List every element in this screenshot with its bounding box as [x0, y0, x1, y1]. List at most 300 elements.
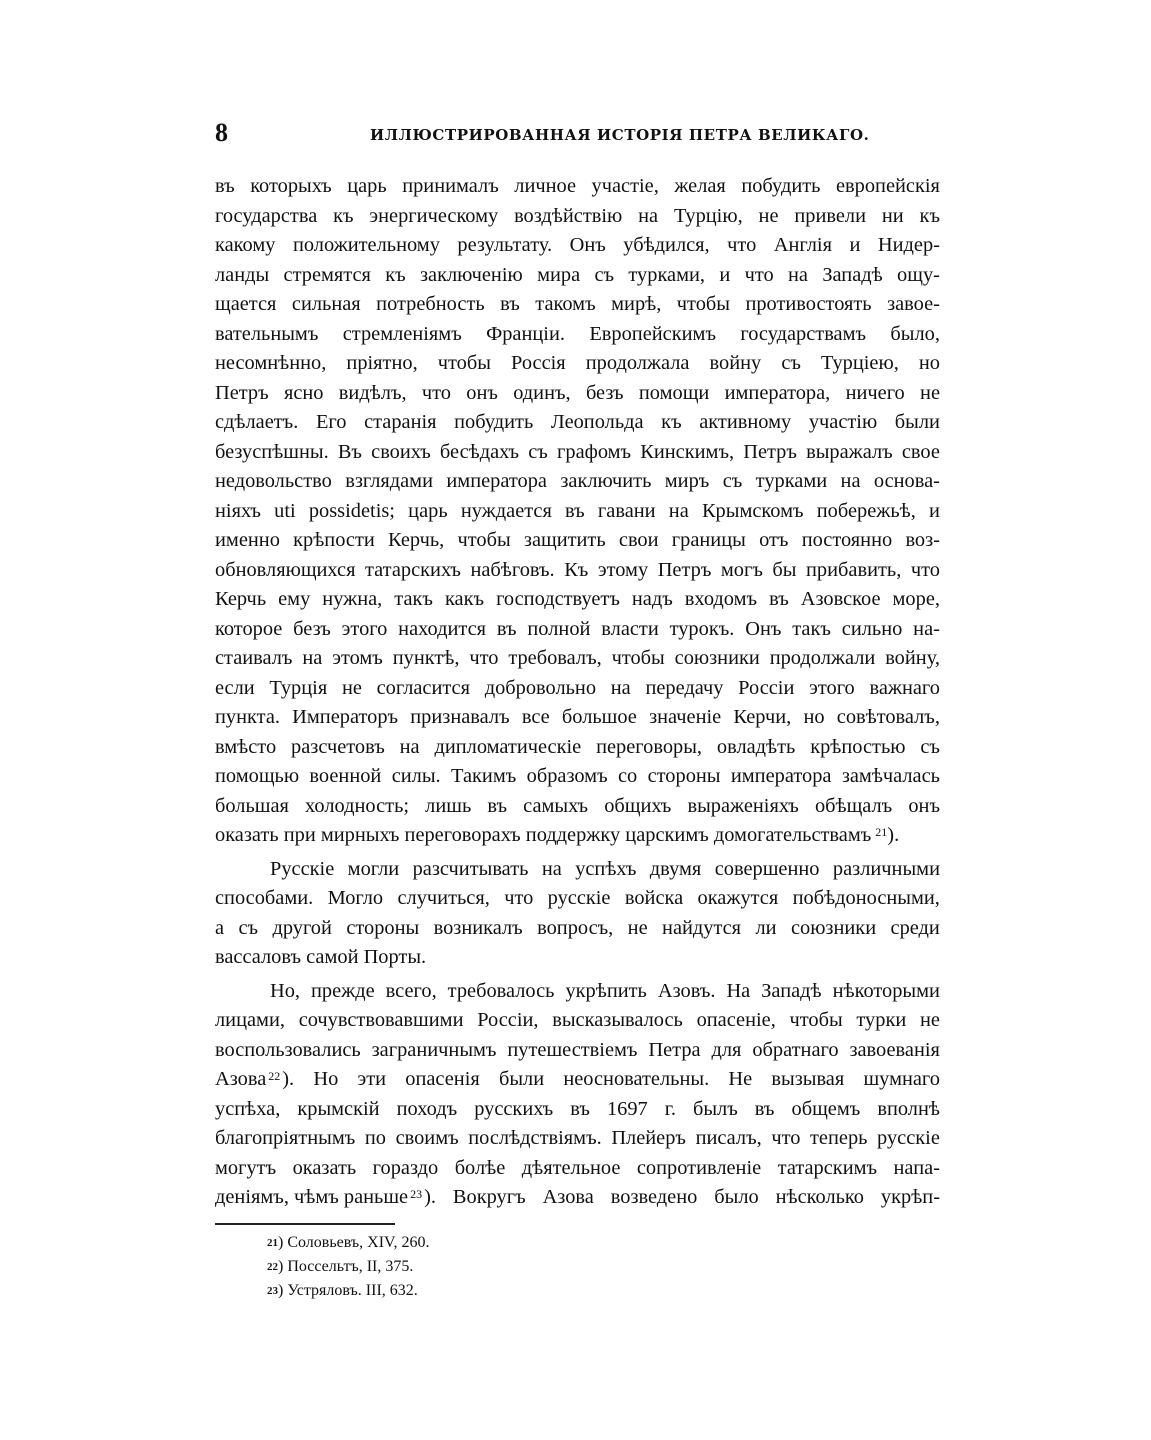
- azov-word: Азова: [215, 1068, 267, 1090]
- word: вательнымъ: [215, 322, 319, 345]
- word: Его: [315, 411, 347, 433]
- word: чтобы: [457, 529, 511, 551]
- word: на: [610, 676, 631, 699]
- word: и: [929, 499, 940, 522]
- word: Императоръ: [292, 706, 399, 728]
- word: защитить: [523, 529, 606, 551]
- word: которое: [215, 617, 283, 640]
- text-line: [215, 556, 940, 586]
- text-line: [215, 379, 940, 409]
- word: власти: [601, 617, 659, 640]
- word: пріятно,: [346, 352, 418, 374]
- word: помощи: [638, 381, 710, 404]
- word: всего,: [385, 979, 437, 1002]
- word: Петръ: [215, 381, 269, 404]
- word: ни: [881, 204, 904, 227]
- word: опасеніе,: [696, 1009, 776, 1031]
- word: Нидер-: [877, 234, 940, 256]
- word: силы.: [391, 765, 441, 787]
- text-line: [215, 585, 940, 615]
- word: возникалъ: [433, 916, 523, 939]
- word: Англія: [773, 234, 832, 256]
- word: что: [469, 647, 499, 669]
- text-line: [215, 467, 940, 497]
- word: что: [771, 1127, 801, 1149]
- word: русскіе: [547, 887, 611, 909]
- word: согласится: [376, 676, 470, 699]
- word: передачу: [645, 676, 724, 699]
- word: къ: [333, 204, 354, 227]
- word: видѣлъ,: [338, 381, 407, 404]
- text-line: [215, 320, 940, 350]
- word: переговоры,: [596, 735, 703, 758]
- paragraph-3: [215, 977, 940, 1213]
- word: несомнѣнно,: [215, 352, 327, 374]
- text-line: [215, 438, 940, 468]
- word: требовалъ,: [508, 647, 602, 669]
- book-page: [215, 110, 940, 1303]
- word: въ: [500, 293, 520, 315]
- word: графомъ: [557, 440, 632, 463]
- word: ощу-: [897, 263, 940, 286]
- word: На: [726, 979, 751, 1002]
- word: съ: [722, 470, 743, 492]
- running-head: [215, 110, 940, 150]
- word: выражалъ: [806, 440, 893, 463]
- word: какъ: [444, 588, 485, 610]
- word: на: [302, 647, 323, 669]
- word: Онъ: [745, 617, 782, 640]
- word: большое: [561, 706, 637, 728]
- word: Западѣ: [822, 263, 883, 286]
- word: Керчь,: [388, 529, 445, 551]
- word: въ: [570, 1097, 590, 1120]
- text-line: [215, 703, 940, 733]
- word: чтобы: [437, 352, 491, 374]
- word: такъ: [792, 617, 831, 640]
- text-line: [215, 202, 940, 232]
- text-line: [215, 615, 940, 645]
- footnotes: [215, 1231, 940, 1303]
- word: общемъ: [791, 1097, 861, 1120]
- word: обновляющихся: [215, 558, 356, 581]
- word: этого: [809, 676, 855, 699]
- text-line: [215, 1036, 940, 1066]
- word: Онъ: [569, 234, 606, 256]
- word: положительному: [292, 234, 440, 256]
- word: послѣдствіямъ.: [468, 1127, 602, 1149]
- word: если: [215, 676, 255, 699]
- word: недовольство: [215, 470, 332, 492]
- word: что: [744, 263, 774, 286]
- word: стороны: [346, 916, 420, 939]
- word: Азовъ.: [657, 979, 716, 1002]
- text-line: [215, 977, 940, 1007]
- word: замѣчалась: [841, 765, 940, 787]
- word: что: [727, 234, 757, 256]
- word: находится: [398, 617, 487, 640]
- word: на: [541, 857, 562, 880]
- word: на: [668, 499, 689, 522]
- footnote-ref-number[interactable]: 22: [268, 1069, 281, 1083]
- word: заключить: [560, 470, 652, 492]
- word: двумя: [649, 857, 702, 880]
- word: а: [215, 916, 225, 939]
- word: заграничнымъ: [371, 1038, 497, 1061]
- word: не: [627, 916, 648, 939]
- text-line: [215, 261, 940, 291]
- word: противостоять: [745, 293, 872, 315]
- word: дипломатическіе: [434, 735, 582, 758]
- word: татарскихъ: [365, 558, 461, 581]
- word: ничего: [845, 381, 905, 404]
- word: турками,: [628, 263, 706, 286]
- word: къ: [385, 263, 406, 286]
- word: воздѣйствію: [514, 204, 623, 227]
- word: значеніе: [649, 706, 722, 728]
- paragraph-2: [215, 855, 940, 973]
- word: своимъ: [395, 1127, 459, 1149]
- word: заключенію: [419, 263, 523, 286]
- word: въ: [496, 617, 517, 640]
- word: пункта.: [215, 706, 280, 728]
- word: щается: [215, 293, 277, 315]
- word: побудить: [454, 411, 534, 433]
- word: Но,: [270, 979, 301, 1002]
- word: сочувствовавшими: [298, 1009, 464, 1031]
- text-line: [215, 821, 940, 851]
- footnote-text: ) Соловьевъ, XIV, 260.: [278, 1233, 430, 1251]
- word: чтобы: [611, 647, 665, 669]
- word: образомъ: [526, 765, 608, 787]
- word: не: [919, 1009, 940, 1031]
- word: вопросъ,: [537, 916, 614, 939]
- word: могъ: [720, 558, 763, 581]
- word: къ: [919, 204, 940, 227]
- word: свои: [618, 529, 659, 551]
- word: Такимъ: [451, 765, 517, 787]
- word: обратнаго: [752, 1038, 839, 1061]
- word: обѣщалъ: [814, 794, 893, 817]
- word: государства: [215, 204, 318, 227]
- word: овладѣть: [716, 735, 796, 758]
- word: этого: [341, 617, 388, 640]
- word: но: [918, 352, 940, 374]
- footnote-mark: 23: [267, 1284, 278, 1297]
- word: государствамъ: [740, 322, 867, 345]
- word: нѣкоторыми: [832, 979, 940, 1002]
- word: другой: [272, 916, 332, 939]
- footnote-divider: [215, 1223, 395, 1225]
- word: своихъ: [371, 440, 431, 463]
- text-line: [215, 644, 940, 674]
- word: Петра: [648, 1038, 701, 1061]
- word: Турцію,: [673, 204, 743, 227]
- word: войска: [624, 887, 684, 909]
- word: дѣятельное: [521, 1156, 621, 1179]
- word: совершенно: [714, 857, 820, 880]
- word: uti: [274, 499, 296, 522]
- word: что: [504, 887, 534, 909]
- word: благопріятнымъ: [215, 1127, 356, 1149]
- word: путешествіемъ: [507, 1038, 638, 1061]
- word: и: [719, 263, 731, 286]
- word: онъ: [466, 381, 498, 404]
- word: ніяхъ: [215, 499, 261, 522]
- word: войну: [709, 352, 762, 374]
- word: требовалось: [447, 979, 555, 1002]
- word: царь: [408, 499, 448, 522]
- text-line: [215, 1124, 940, 1154]
- word: европейскія: [835, 175, 940, 197]
- word: разсчетовъ: [291, 735, 385, 758]
- word: старанія: [364, 411, 437, 433]
- word: оказать: [292, 1156, 357, 1179]
- footnote-mark: 22: [267, 1260, 278, 1273]
- line-text: [215, 1183, 422, 1213]
- word: воз-: [905, 529, 940, 551]
- word: такомъ: [535, 293, 596, 315]
- page-number: 8: [215, 118, 228, 147]
- word: на: [638, 204, 659, 227]
- line-text: вассаловъ самой Порты.: [215, 946, 427, 968]
- word: въ: [565, 499, 585, 522]
- word: г.: [664, 1097, 676, 1120]
- word: активному: [699, 411, 792, 433]
- word: вполнѣ: [877, 1097, 940, 1120]
- word: что: [421, 381, 451, 404]
- word: бы: [772, 558, 797, 581]
- text-line: [215, 526, 940, 556]
- word: море,: [892, 588, 940, 610]
- word: на: [840, 470, 861, 492]
- word: нуждается: [460, 499, 552, 522]
- word: могутъ: [215, 1156, 277, 1179]
- word: нужна,: [322, 588, 383, 610]
- word: взглядами: [345, 470, 433, 492]
- word: важнаго: [869, 676, 940, 699]
- word: онъ: [908, 794, 940, 817]
- word: найдутся: [662, 916, 742, 939]
- footnote-text: ) Устряловъ. III, 632.: [278, 1281, 418, 1299]
- word: военной: [309, 765, 382, 787]
- word: съ: [920, 735, 940, 758]
- footnote-ref-number[interactable]: 21: [875, 825, 888, 839]
- word: успѣхъ: [575, 857, 637, 880]
- word: не: [920, 381, 940, 404]
- text-line: [215, 172, 940, 202]
- word: укрѣпить: [565, 979, 647, 1002]
- body-text: [215, 172, 940, 1213]
- word: принималъ: [402, 175, 499, 197]
- word: на: [788, 263, 808, 286]
- word: крымскій: [297, 1097, 380, 1120]
- word: турки: [856, 1009, 907, 1031]
- word: завоеванія: [849, 1038, 940, 1061]
- word: участіе,: [591, 175, 659, 197]
- word: татарскимъ: [777, 1156, 878, 1179]
- word: личное: [514, 175, 577, 197]
- word: входомъ: [684, 588, 758, 610]
- word: Къ: [564, 558, 589, 581]
- word: ясно: [283, 381, 324, 404]
- word: Петръ: [743, 440, 797, 463]
- word: чтобы: [676, 293, 730, 315]
- word: союзники: [674, 647, 760, 669]
- word: свое: [901, 440, 940, 463]
- word: холодность;: [305, 794, 410, 817]
- word: этому: [597, 558, 649, 581]
- word: сопротивленіе: [636, 1156, 762, 1179]
- word: императора,: [724, 381, 831, 404]
- text-line: [215, 884, 940, 914]
- word: побудить: [741, 175, 821, 197]
- word: теперь: [810, 1127, 868, 1149]
- word: именно: [215, 529, 280, 551]
- word: совѣтовалъ,: [836, 706, 940, 728]
- text-line: [215, 855, 940, 885]
- running-title: ИЛЛЮСТРИРОВАННАЯ ИСТОРІЯ ПЕТРА ВЕЛИКАГО.: [370, 126, 870, 144]
- word: въ: [769, 588, 789, 610]
- word: основа-: [873, 470, 940, 492]
- word: прежде: [311, 979, 375, 1002]
- word: со: [618, 765, 638, 787]
- word: походъ: [396, 1097, 458, 1120]
- word: сильно: [841, 617, 903, 640]
- word: стремленіямъ: [342, 322, 462, 345]
- word: признавалъ: [410, 706, 510, 728]
- word: 1697: [606, 1097, 648, 1120]
- word: надъ: [631, 588, 673, 610]
- word: было,: [890, 322, 940, 345]
- text-line: [215, 1006, 940, 1036]
- word: гавани: [597, 499, 656, 522]
- word: этомъ: [332, 647, 383, 669]
- word: русскихъ: [474, 1097, 554, 1120]
- footnote-item: [267, 1279, 940, 1303]
- word: въ: [215, 175, 235, 197]
- word: къ: [661, 411, 682, 433]
- line-text: ). Но эти опасенія были неосновательны. Не вызывая шумнаго: [282, 1068, 940, 1090]
- word: съ: [594, 263, 615, 286]
- word: Западѣ: [761, 979, 822, 1002]
- word: мира: [537, 263, 581, 286]
- line-text: оказать при мирныхъ переговорахъ поддержку царскимъ домогательствамъ: [215, 824, 872, 846]
- word: продолжала: [585, 352, 690, 374]
- text-line: [215, 792, 940, 822]
- word: въ: [754, 1097, 775, 1120]
- word: Кинскимъ,: [640, 440, 735, 463]
- word: разсчитывать: [412, 857, 529, 880]
- text-line: [215, 1154, 940, 1184]
- word: сильная: [291, 293, 361, 315]
- word: Европейскимъ: [589, 322, 716, 345]
- text-line: [215, 943, 940, 973]
- word: въ: [487, 794, 508, 817]
- word: Франціи.: [486, 322, 565, 345]
- footnote-text: ) Поссельтъ, II, 375.: [278, 1257, 414, 1275]
- word: Керчи,: [733, 706, 792, 728]
- paragraph-1: [215, 172, 940, 851]
- word: войну,: [885, 647, 940, 669]
- word: общихъ: [604, 794, 672, 817]
- word: привели: [794, 204, 867, 227]
- word: случиться,: [397, 887, 490, 909]
- word: пунктѣ,: [392, 647, 460, 669]
- word: но: [803, 706, 825, 728]
- word: и: [849, 234, 861, 256]
- word: окажутся: [697, 887, 779, 909]
- word: Турція: [269, 676, 328, 699]
- word: мирѣ,: [611, 293, 662, 315]
- word: границы: [671, 529, 746, 551]
- word: которыхъ: [250, 175, 332, 197]
- footnote-mark: 21: [267, 1236, 278, 1249]
- word: могли: [347, 857, 400, 880]
- word: большая: [215, 794, 289, 817]
- word: господствуетъ: [496, 588, 620, 610]
- word: выраженіяхъ: [687, 794, 799, 817]
- word: побережьѣ,: [816, 499, 916, 522]
- word: не: [341, 676, 362, 699]
- text-line: [215, 408, 940, 438]
- word: стремятся: [283, 263, 371, 286]
- footnote-ref-number[interactable]: 23: [410, 1187, 423, 1201]
- word: прибавить,: [806, 558, 902, 581]
- footnote-item: [267, 1255, 940, 1279]
- word: различными: [832, 857, 940, 880]
- word: энергическому: [369, 204, 499, 227]
- word: высказывалось: [552, 1009, 683, 1031]
- word: участію: [808, 411, 878, 433]
- word: безъ: [585, 381, 624, 404]
- word: былъ: [692, 1097, 738, 1120]
- word: полной: [527, 617, 591, 640]
- word: продолжали: [769, 647, 876, 669]
- text-line: [215, 231, 940, 261]
- word: чтобы: [789, 1009, 843, 1031]
- word: были: [894, 411, 940, 433]
- word: крѣпости: [293, 529, 375, 551]
- word: на-: [913, 617, 940, 640]
- word: болѣе: [454, 1156, 506, 1179]
- word: Россіи: [738, 676, 795, 699]
- text-line: [215, 1095, 940, 1125]
- word: ему: [278, 588, 311, 610]
- word: Керчь: [215, 588, 267, 610]
- word: напа-: [893, 1156, 940, 1179]
- word: Плейеръ: [611, 1127, 686, 1149]
- word: какому: [215, 234, 276, 256]
- word: императора: [730, 765, 832, 787]
- word: лишь: [425, 794, 472, 817]
- word: стаивалъ: [215, 647, 293, 669]
- word: царь: [347, 175, 387, 197]
- word: Въ: [337, 440, 362, 463]
- word: писалъ,: [695, 1127, 762, 1149]
- word: успѣха,: [215, 1097, 281, 1120]
- word: съ: [781, 352, 801, 374]
- word: possidetis;: [308, 499, 395, 522]
- word: потребность: [376, 293, 485, 315]
- word: самыхъ: [523, 794, 589, 817]
- word: все: [521, 706, 550, 728]
- word: набѣговъ.: [470, 558, 555, 581]
- word: вмѣсто: [215, 735, 277, 758]
- word: съ: [238, 916, 259, 939]
- word: Леопольда: [550, 411, 644, 433]
- word: для: [711, 1038, 742, 1061]
